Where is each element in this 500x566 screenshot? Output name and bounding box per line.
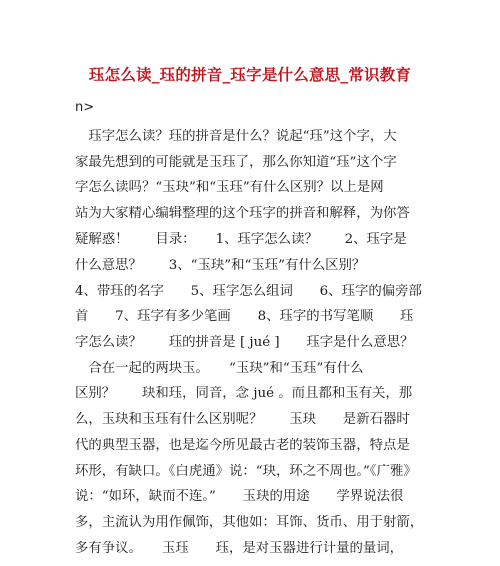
body-line-16: 多，主流认为用作佩饰，其他如：耳饰、货币、用于射箭， <box>75 515 424 530</box>
body-line-17: 多有争议。 玉珏 珏，是对玉器进行计量的量词， <box>75 541 404 556</box>
body-line-8: 首 7、珏字有多少笔画 8、珏字的书写笔顺 珏 <box>75 309 414 324</box>
body-line-12: 么，玉玦和玉珏有什么区别呢？ 玉玦 是新石器时 <box>75 412 410 427</box>
body-line-10: 合在一起的两块玉。 “玉玦”和“玉珏”有什么 <box>75 361 364 376</box>
body-line-1: 珏字怎么读？珏的拼音是什么？说起“珏”这个字，大 <box>75 129 397 144</box>
body-line-3: 字怎么读吗？“玉玦”和“玉珏”有什么区别？以上是网 <box>75 180 384 195</box>
body-line-13: 代的典型玉器，也是迄今所见最古老的装饰玉器，特点是 <box>75 438 410 453</box>
body-line-6: 什么意思？ 3、“玉玦”和“玉珏”有什么区别？ <box>75 258 366 273</box>
markup-fragment: n> <box>75 100 95 115</box>
body-line-14: 环形，有缺口。《白虎通》说：“玦，环之不周也。”《广雅》 <box>75 464 417 479</box>
body-line-2: 家最先想到的可能就是玉珏了，那么你知道“珏”这个字 <box>75 155 397 170</box>
body-line-15: 说：“如环，缺而不连。” 玉玦的用途 学界说法很 <box>75 489 404 504</box>
body-line-9: 字怎么读？ 珏的拼音是 [ jué ] 珏字是什么意思？ <box>75 335 414 350</box>
body-line-7: 4、带珏的名字 5、珏字怎么组词 6、珏字的偏旁部 <box>75 284 422 299</box>
body-line-11: 区别？ 玦和珏，同音，念 jué 。而且都和玉有关，那 <box>75 386 413 401</box>
article-title: 珏怎么读_珏的拼音_珏字是什么意思_常识教育 <box>88 66 412 84</box>
body-line-5: 疑解惑！ 目录： 1、珏字怎么读？ 2、珏字是 <box>75 232 407 247</box>
body-line-4: 站为大家精心编辑整理的这个珏字的拼音和解释，为你答 <box>75 206 410 221</box>
